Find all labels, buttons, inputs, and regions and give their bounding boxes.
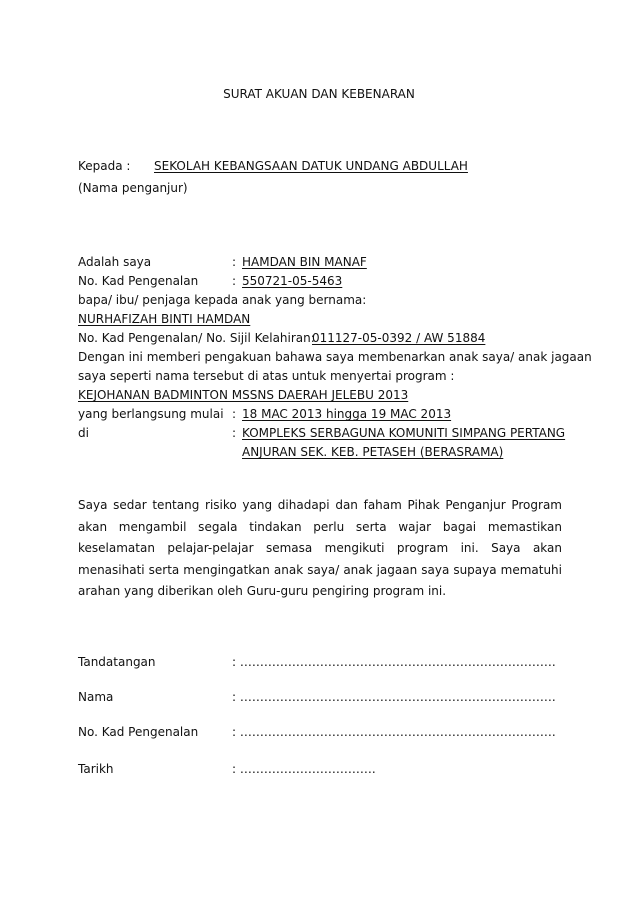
risk-paragraph: Saya sedar tentang risiko yang dihadapi dan faham Pihak Penganjur Program akan mengambil segala tindakan perlu serta wajar bagai memastikan keselamatan pelajar-pelajar semasa mengikuti program ini. Saya akan menasihati serta mengingatkan anak saya/ anak jagaan saya supaya mematuhi arahan yang diberikan oleh Guru-guru pengiring program ini. bbox=[78, 498, 562, 598]
consent-line-1: Dengan ini memberi pengakuan bahawa saya membenarkan anak saya/ anak jagaan bbox=[78, 350, 592, 364]
ic-line: : ……………………………………………………………………. bbox=[232, 725, 556, 739]
name-label: Nama bbox=[78, 690, 114, 704]
child-ic-value: 011127-05-0392 / AW 51884 bbox=[312, 331, 486, 345]
relation-text: bapa/ ibu/ penjaga kepada anak yang bernama: bbox=[78, 293, 367, 307]
program-name: KEJOHANAN BADMINTON MSSNS DAERAH JELEBU 2013 bbox=[78, 388, 409, 402]
colon: : bbox=[232, 274, 237, 288]
parent-name-value: HAMDAN BIN MANAF bbox=[242, 255, 367, 269]
colon: : bbox=[232, 255, 237, 269]
parent-name-label: Adalah saya bbox=[78, 255, 152, 269]
kepada-label: Kepada : bbox=[78, 159, 131, 173]
date-value: 18 MAC 2013 hingga 19 MAC 2013 bbox=[242, 407, 452, 421]
date-sign-label: Tarikh bbox=[78, 762, 114, 776]
signature-label: Tandatangan bbox=[78, 655, 156, 669]
child-name: NURHAFIZAH BINTI HAMDAN bbox=[78, 312, 251, 326]
ic-label: No. Kad Pengenalan bbox=[78, 725, 199, 739]
parent-ic-label: No. Kad Pengenalan bbox=[78, 274, 199, 288]
name-line: : ……………………………………………………………………. bbox=[232, 690, 556, 704]
parent-ic-value: 550721-05-5463 bbox=[242, 274, 343, 288]
child-ic-label: No. Kad Pengenalan/ No. Sijil Kelahiran: bbox=[78, 331, 315, 345]
colon: : bbox=[232, 426, 237, 440]
date-label: yang berlangsung mulai bbox=[78, 407, 224, 421]
venue-line-2: ANJURAN SEK. KEB. PETASEH (BERASRAMA) bbox=[242, 445, 504, 459]
venue-line-1: KOMPLEKS SERBAGUNA KOMUNITI SIMPANG PERTANG bbox=[242, 426, 566, 440]
date-sign-line: : ……………………………. bbox=[232, 762, 376, 776]
organizer-name: SEKOLAH KEBANGSAAN DATUK UNDANG ABDULLAH bbox=[154, 159, 468, 173]
document-title: SURAT AKUAN DAN KEBENARAN bbox=[223, 87, 415, 101]
consent-line-2: saya seperti nama tersebut di atas untuk menyertai program : bbox=[78, 369, 455, 383]
organizer-note: (Nama penganjur) bbox=[78, 181, 188, 195]
venue-label: di bbox=[78, 426, 89, 440]
colon: : bbox=[232, 407, 237, 421]
signature-line: : ……………………………………………………………………. bbox=[232, 655, 556, 669]
